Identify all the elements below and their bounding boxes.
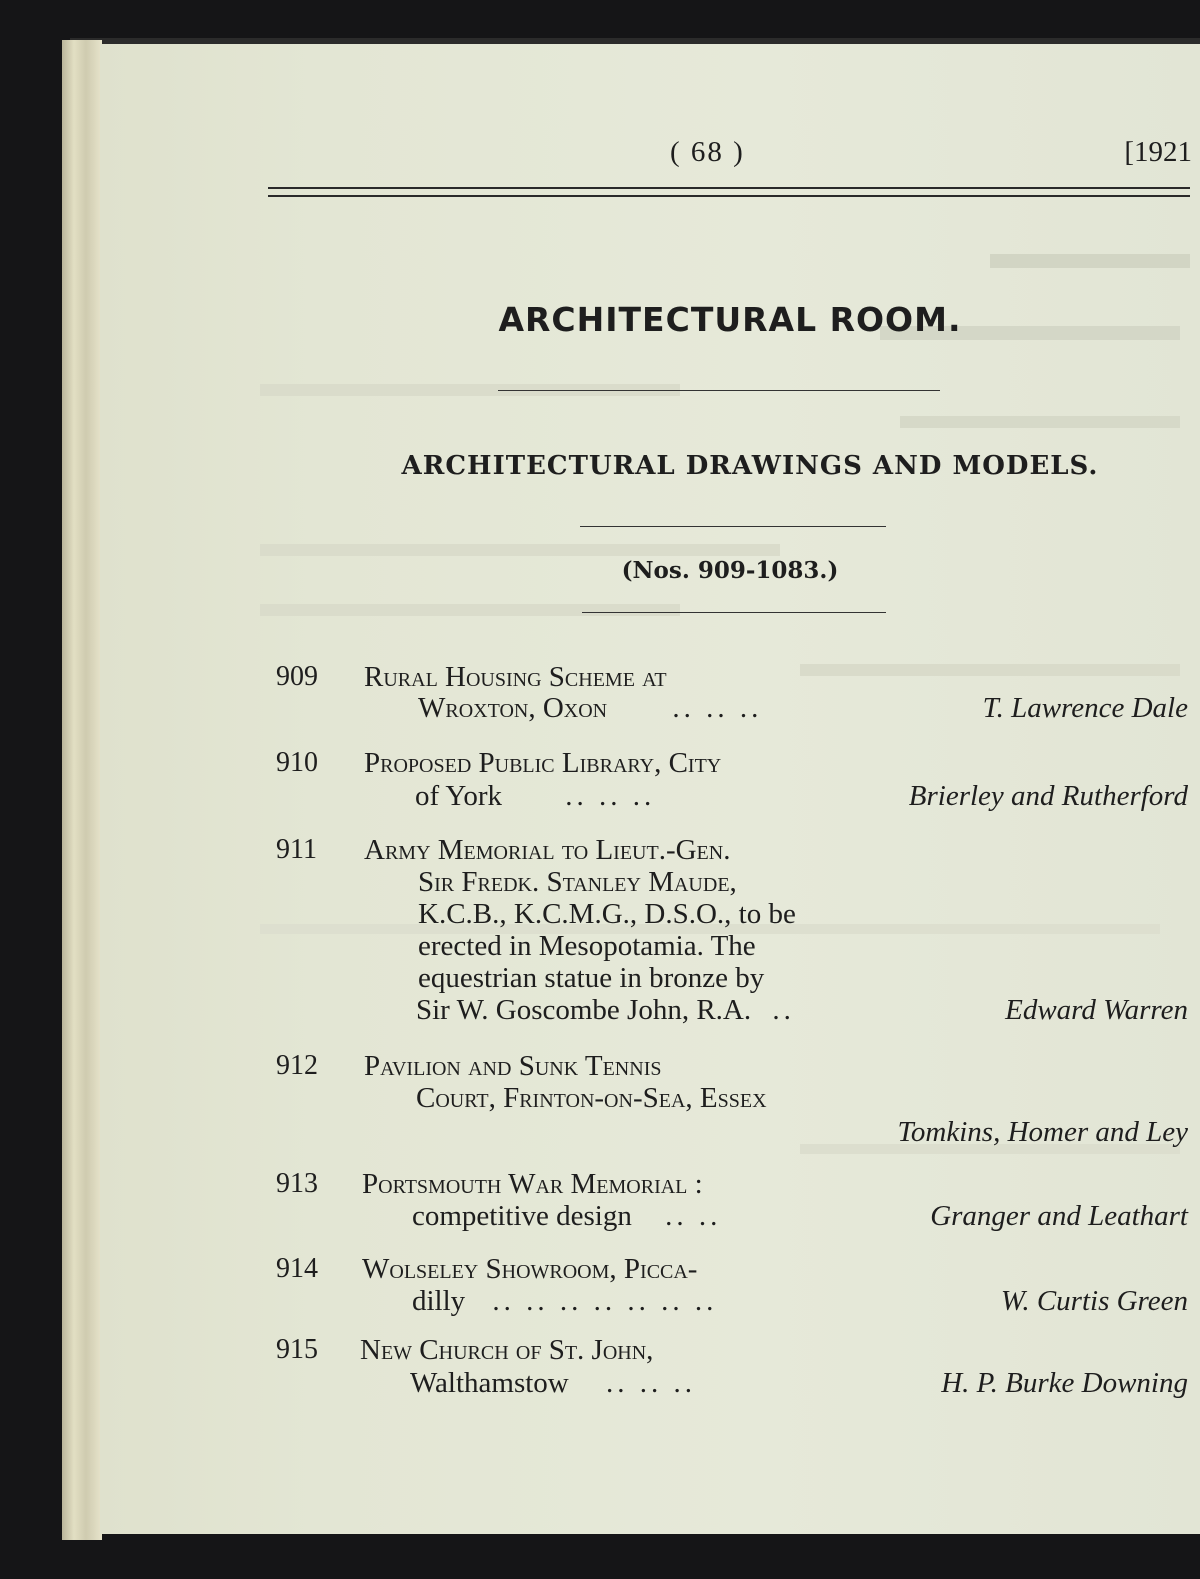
divider	[582, 612, 886, 613]
architect-name: Brierley and Rutherford	[908, 780, 1188, 812]
entry-number: 913	[276, 1168, 318, 1199]
entry-title-line: Court, Frinton-on-Sea, Essex	[416, 1082, 767, 1114]
entry-title-line: equestrian statue in bronze by	[418, 962, 765, 994]
architect-name: Edward Warren	[1005, 994, 1188, 1026]
book-page-edges	[62, 40, 102, 1540]
entry-title-line: Pavilion and Sunk Tennis	[364, 1050, 662, 1082]
divider	[580, 526, 886, 527]
room-title: ARCHITECTURAL ROOM.	[498, 300, 962, 339]
book-page	[100, 44, 1200, 1534]
entry-title-line: New Church of St. John,	[360, 1334, 654, 1366]
entry-title-line: Portsmouth War Memorial :	[362, 1168, 703, 1200]
divider	[498, 390, 940, 391]
entry-title-line: Walthamstow .. .. ..	[410, 1367, 696, 1399]
catalogue-range: (Nos. 909-1083.)	[621, 557, 839, 584]
entry-title-line: K.C.B., K.C.M.G., D.S.O., to be	[418, 898, 796, 930]
entry-title-line: of York .. .. ..	[415, 780, 656, 812]
entry-title-line: Sir Fredk. Stanley Maude,	[418, 866, 737, 898]
entry-title-line: Wroxton, Oxon .. .. ..	[418, 692, 763, 724]
entry-title-line: erected in Mesopotamia. The	[418, 930, 756, 962]
architect-name: Granger and Leathart	[930, 1200, 1188, 1232]
running-header	[100, 136, 1200, 176]
page-number: ( 68 )	[670, 136, 745, 168]
leader-dots: ..	[772, 994, 795, 1026]
year-mark: [1921	[1124, 136, 1192, 168]
entry-title-line: Wolseley Showroom, Picca-	[362, 1253, 698, 1285]
architect-name: H. P. Burke Downing	[941, 1367, 1188, 1399]
entry-number: 909	[276, 661, 318, 692]
entry-title-line: Proposed Public Library, City	[364, 747, 722, 779]
leader-dots: .. ..	[665, 1200, 722, 1232]
entry-title-line: Rural Housing Scheme at	[364, 661, 667, 693]
architect-name: Tomkins, Homer and Ley	[897, 1116, 1188, 1148]
entry-number: 910	[276, 747, 318, 778]
leader-dots: .. .. ..	[565, 780, 656, 812]
leader-dots: .. .. ..	[672, 692, 763, 724]
architect-name: T. Lawrence Dale	[982, 692, 1188, 724]
leader-dots: .. .. .. .. .. .. ..	[492, 1285, 718, 1317]
entry-number: 911	[276, 834, 317, 865]
entry-number: 914	[276, 1253, 318, 1284]
entry-title-line: Sir W. Goscombe John, R.A. ..	[416, 994, 795, 1026]
entry-title-line: Army Memorial to Lieut.-Gen.	[364, 834, 731, 866]
entry-title-line: competitive design .. ..	[412, 1200, 722, 1232]
section-title: ARCHITECTURAL DRAWINGS AND MODELS.	[401, 451, 1099, 481]
architect-name: W. Curtis Green	[1000, 1285, 1188, 1317]
entry-number: 912	[276, 1050, 318, 1081]
entry-number: 915	[276, 1334, 318, 1365]
entry-title-line: dilly .. .. .. .. .. .. ..	[412, 1285, 718, 1317]
header-double-rule	[268, 187, 1190, 197]
leader-dots: .. .. ..	[606, 1367, 696, 1399]
